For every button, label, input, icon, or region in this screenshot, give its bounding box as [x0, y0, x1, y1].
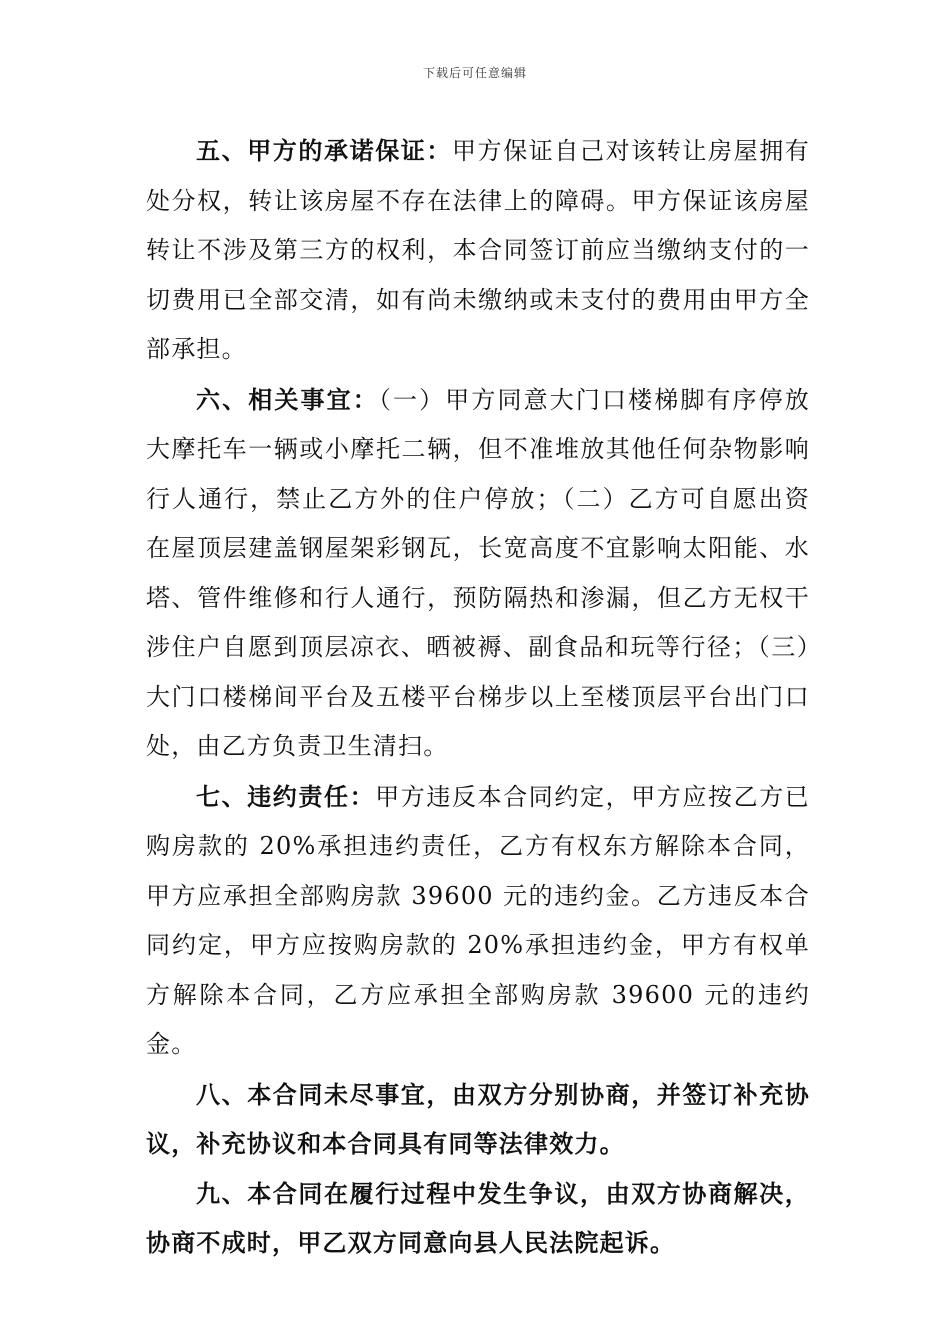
section-seven	[146, 772, 810, 1070]
section-six-label: 六、相关事宜：	[196, 384, 379, 414]
section-five-body: 甲方保证自己对该转让房屋拥有处分权，转让该房屋不存在法律上的障碍。甲方保证该房屋转让不涉及第三方的权利，本合同签订前应当缴纳支付的一切费用已全部交清，如有尚未缴纳或未支付的费用由甲方全部承担。	[146, 137, 810, 363]
section-nine: 九、本合同在履行过程中发生争议，由双方协商解决，协商不成时，甲乙双方同意向县人民法院起诉。	[146, 1178, 810, 1257]
section-five	[146, 126, 810, 375]
section-six-body: （一）甲方同意大门口楼梯脚有序停放大摩托车一辆或小摩托二辆，但不准堆放其他任何杂物影响行人通行，禁止乙方外的住户停放；（二）乙方可自愿出资在屋顶层建盖钢屋架彩钢瓦，长宽高度不宜影响太阳能、水塔、管件维修和行人通行，预防隔热和渗漏，但乙方无权干涉住户自愿到顶层凉衣、晒被褥、副食品和玩等行径；（三）大门口楼梯间平台及五楼平台梯步以上至楼顶层平台出门口处，由乙方负责卫生清扫。	[146, 385, 810, 760]
section-six	[146, 375, 810, 772]
section-eight: 八、本合同未尽事宜，由双方分别协商，并签订补充协议，补充协议和本合同具有同等法律效力。	[146, 1079, 810, 1158]
section-five-label: 五、甲方的承诺保证：	[196, 136, 452, 165]
document-body	[146, 126, 810, 1268]
section-seven-body: 甲方违反本合同约定，甲方应按乙方已购房款的 20%承担违约责任，乙方有权东方解除本合同，甲方应承担全部购房款 39600 元的违约金。乙方违反本合同约定，甲方应按购房款的 20%承担违约金，甲方有权单方解除本合同，乙方应承担全部购房款 39600 元的违约金。	[146, 782, 810, 1058]
header-note: 下载后可任意编辑	[422, 66, 527, 80]
section-seven-label: 七、违约责任：	[196, 781, 376, 811]
